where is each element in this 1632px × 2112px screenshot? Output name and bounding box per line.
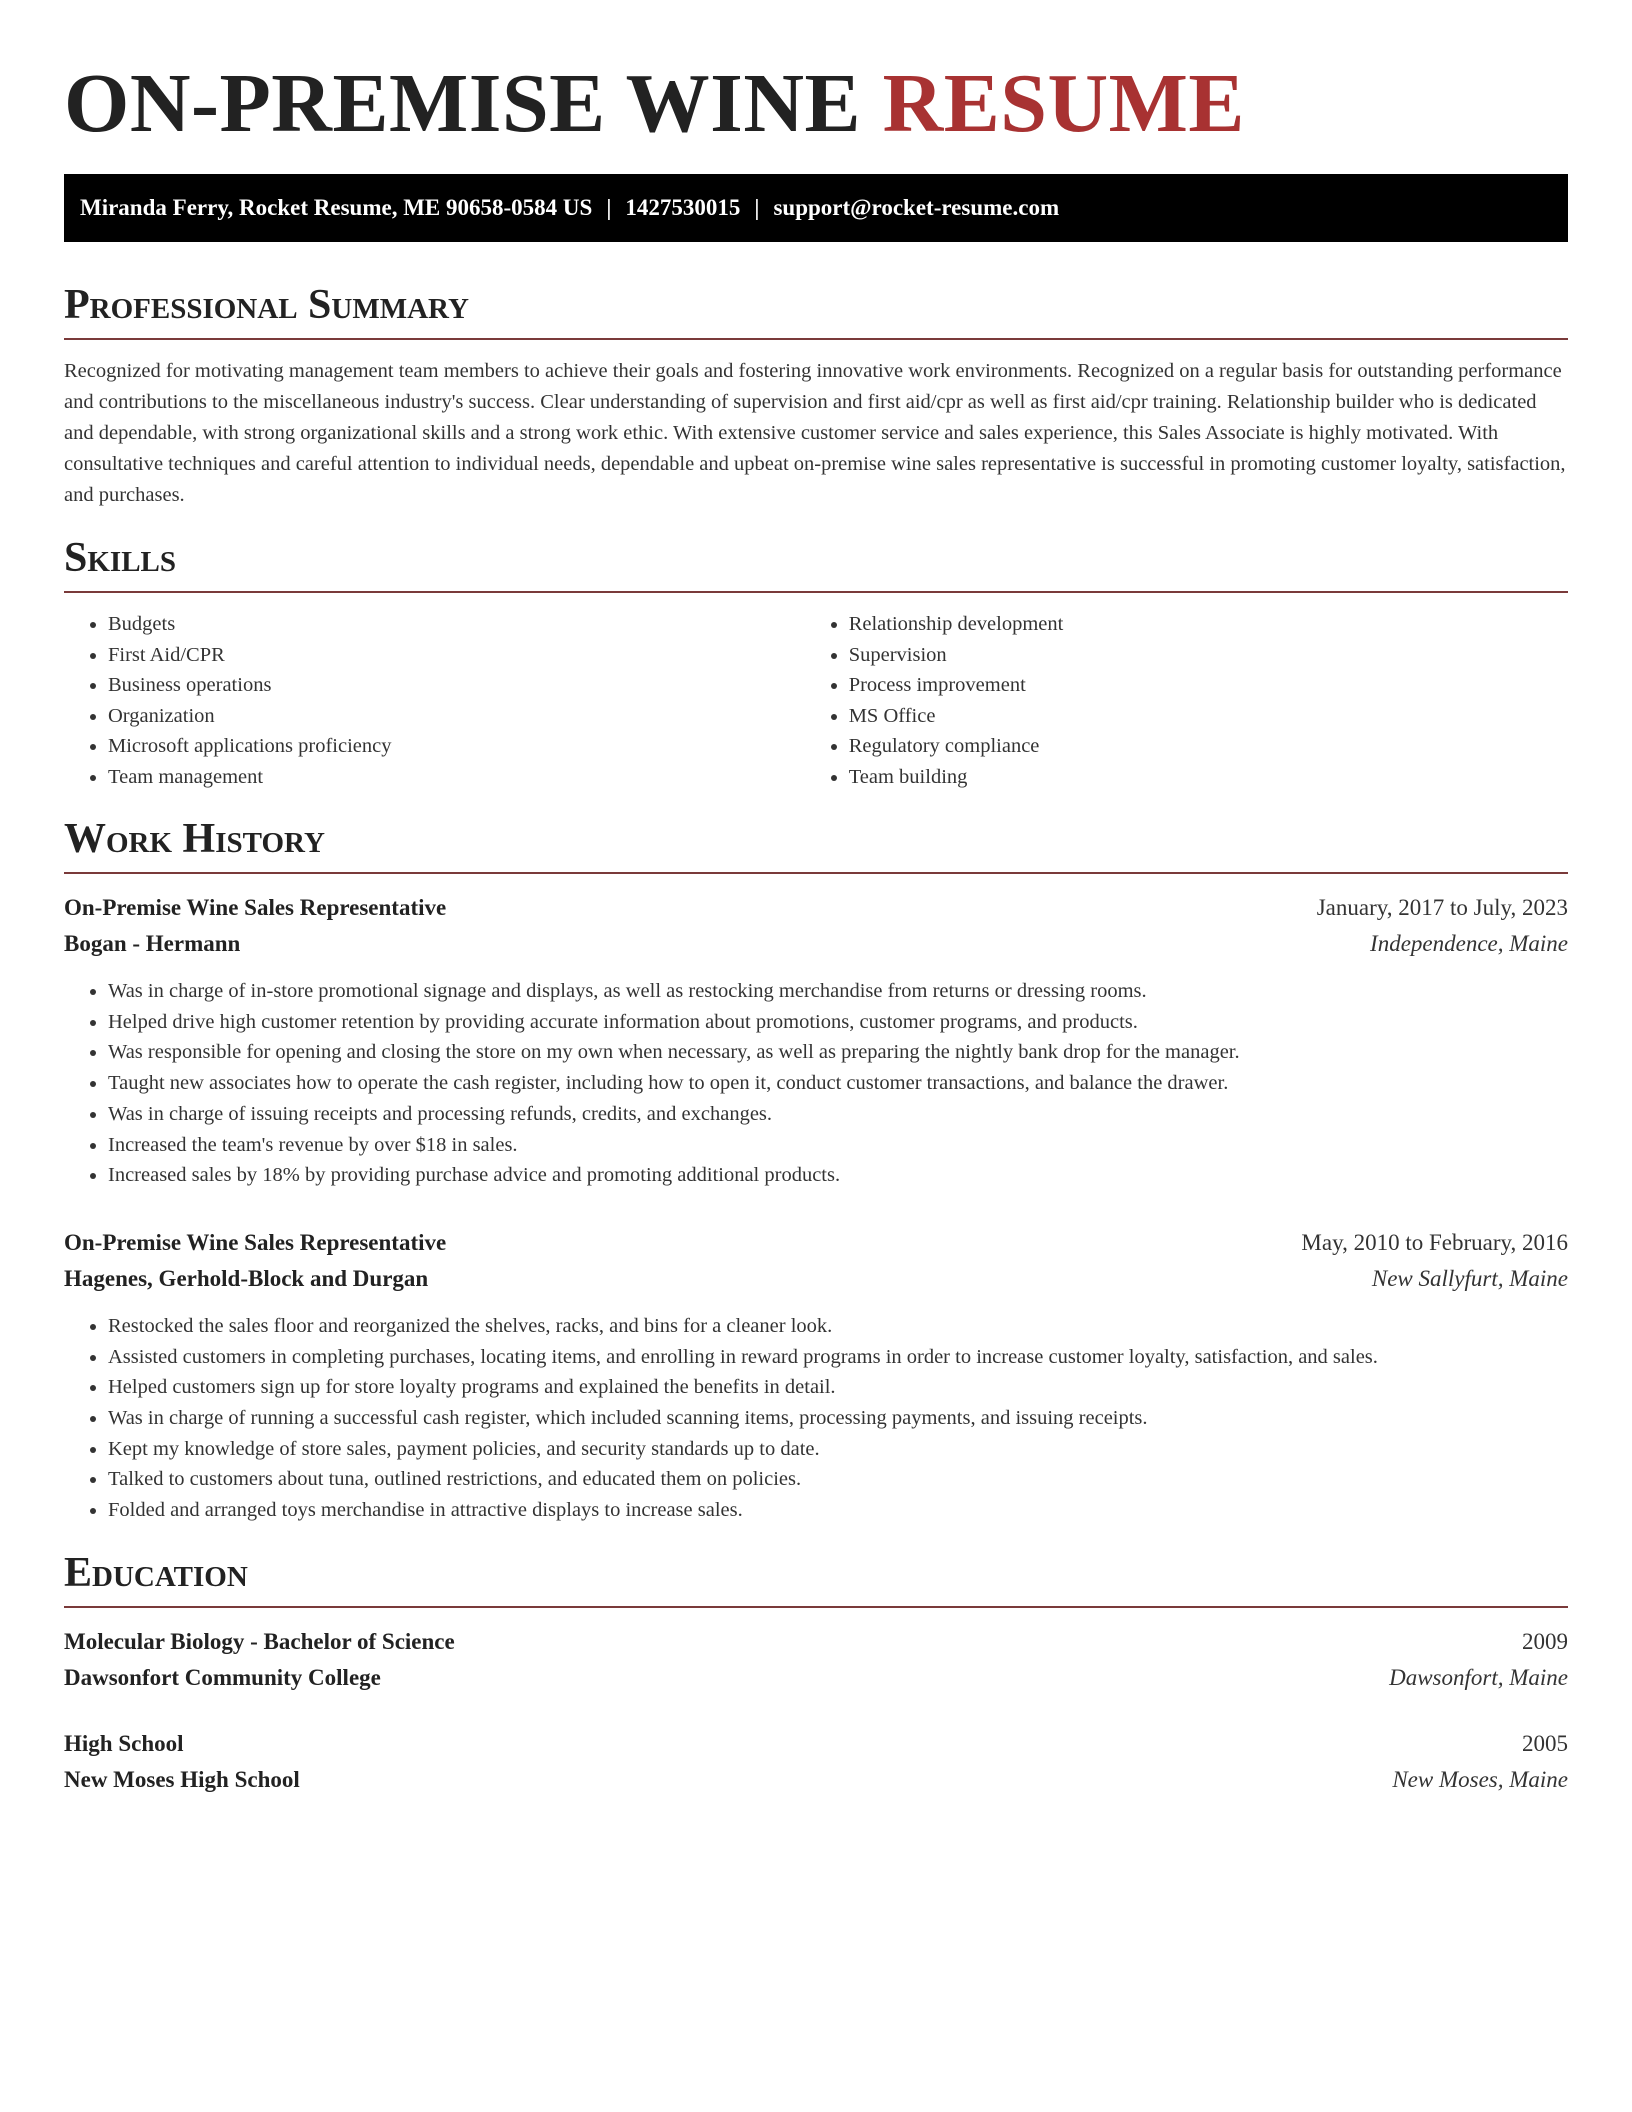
job-title: On-Premise Wine Sales Representative <box>64 895 447 920</box>
job-bullet: • Increased the team's revenue by over $18 in sales. <box>108 1130 1568 1161</box>
education-school-row <box>64 1762 1568 1798</box>
skill-item: • Business operations <box>108 670 805 701</box>
job-bullet: • Was in charge of issuing receipts and processing refunds, credits, and exchanges. <box>108 1099 1568 1130</box>
skill-item: • First Aid/CPR <box>108 640 805 671</box>
summary-heading: Professional Summary <box>64 280 1568 340</box>
skill-item: • Regulatory compliance <box>849 731 1568 762</box>
education-school: Dawsonfort Community College <box>64 1664 381 1690</box>
education-entry <box>64 1624 1568 1696</box>
contact-bar <box>64 174 1568 242</box>
skill-item: • Relationship development <box>849 609 1568 640</box>
job-company-row <box>64 926 1568 962</box>
education-school-row <box>64 1660 1568 1696</box>
education-degree-row <box>64 1726 1568 1762</box>
job-dates: May, 2010 to February, 2016 <box>1301 1229 1568 1255</box>
job-dates: January, 2017 to July, 2023 <box>1316 895 1568 920</box>
job-bullet: • Was in charge of running a successful cash register, which included scanning items, processing payments, and issuing receipts. <box>108 1403 1568 1434</box>
job-company: Hagenes, Gerhold-Block and Durgan <box>64 1265 429 1291</box>
skills-heading: Skills <box>64 533 1568 593</box>
education-location: Dawsonfort, Maine <box>1389 1664 1568 1690</box>
job-bullet: • Assisted customers in completing purchases, locating items, and enrolling in reward programs in order to increase customer loyalty, satisfaction, and sales. <box>108 1342 1568 1373</box>
skill-item: • MS Office <box>849 701 1568 732</box>
education-entry <box>64 1726 1568 1798</box>
job-bullet: • Was responsible for opening and closing the store on my own when necessary, as well as preparing the nightly bank drop for the manager. <box>108 1037 1568 1068</box>
job-bullet: • Talked to customers about tuna, outlined restrictions, and educated them on policies. <box>108 1464 1568 1495</box>
job-header-row <box>64 890 1568 926</box>
job-title: On-Premise Wine Sales Representative <box>64 1229 447 1255</box>
job-company: Bogan - Hermann <box>64 931 241 956</box>
education-year: 2009 <box>1522 1628 1568 1654</box>
title-accent: RESUME <box>882 57 1245 150</box>
job-bullet: • Folded and arranged toys merchandise in attractive displays to increase sales. <box>108 1495 1568 1526</box>
education-school: New Moses High School <box>64 1766 300 1792</box>
education-degree: Molecular Biology - Bachelor of Science <box>64 1628 455 1654</box>
contact-separator: | <box>606 195 612 220</box>
title-main: ON-PREMISE WINE <box>64 57 862 150</box>
job-bullet: • Helped drive high customer retention by providing accurate information about promotions, customer programs, and products. <box>108 1007 1568 1038</box>
education-heading: Education <box>64 1548 1568 1608</box>
job-company-row <box>64 1261 1568 1297</box>
skills-column-right <box>805 609 1568 792</box>
job-bullet: • Restocked the sales floor and reorganized the shelves, racks, and bins for a cleaner look. <box>108 1311 1568 1342</box>
job-bullet: • Was in charge of in-store promotional signage and displays, as well as restocking merchandise from returns or dressing rooms. <box>108 976 1568 1007</box>
contact-phone: 1427530015 <box>625 195 741 220</box>
resume-title <box>64 58 1568 150</box>
job-bullet: • Increased sales by 18% by providing purchase advice and promoting additional products. <box>108 1160 1568 1191</box>
job-location: New Sallyfurt, Maine <box>1371 1265 1568 1291</box>
job-bullet: • Kept my knowledge of store sales, payment policies, and security standards up to date. <box>108 1434 1568 1465</box>
summary-text: Recognized for motivating management team members to achieve their goals and fostering innovative work environments. Recognized on a regular basis for outstanding performance and contributions to the miscellaneous industry's success. Clear understanding of supervision and first aid/cpr as well as first aid/cpr training. Relationship builder who is dedicated and dependable, with strong organizational skills and a strong work ethic. With extensive customer service and sales experience, this Sales Associate is highly motivated. With consultative techniques and careful attention to individual needs, dependable and upbeat on-premise wine sales representative is successful in promoting customer loyalty, satisfaction, and purchases. <box>64 360 1566 506</box>
contact-email: support@rocket-resume.com <box>773 195 1060 220</box>
skills-list <box>64 609 1568 792</box>
job-bullets <box>64 976 1568 1191</box>
work-history-heading: Work History <box>64 814 1568 874</box>
job-bullet: • Helped customers sign up for store loyalty programs and explained the benefits in detail. <box>108 1372 1568 1403</box>
skills-column-left <box>64 609 805 792</box>
resume-page <box>64 0 1568 1798</box>
skill-item: • Process improvement <box>849 670 1568 701</box>
job-bullet: • Taught new associates how to operate the cash register, including how to open it, conduct customer transactions, and balance the drawer. <box>108 1068 1568 1099</box>
skill-item: • Team management <box>108 762 805 793</box>
job-bullets <box>64 1311 1568 1526</box>
skill-item: • Microsoft applications proficiency <box>108 731 805 762</box>
job-header-row <box>64 1225 1568 1261</box>
skill-item: • Organization <box>108 701 805 732</box>
job-entry <box>64 1225 1568 1526</box>
skill-item: • Supervision <box>849 640 1568 671</box>
job-location: Independence, Maine <box>1370 931 1568 956</box>
education-degree-row <box>64 1624 1568 1660</box>
contact-separator: | <box>754 195 760 220</box>
skill-item: • Budgets <box>108 609 805 640</box>
contact-address: Miranda Ferry, Rocket Resume, ME 90658-0584 US <box>80 195 593 220</box>
education-location: New Moses, Maine <box>1392 1766 1568 1792</box>
skill-item: • Team building <box>849 762 1568 793</box>
education-degree: High School <box>64 1730 184 1756</box>
education-year: 2005 <box>1522 1730 1568 1756</box>
job-entry <box>64 890 1568 1191</box>
